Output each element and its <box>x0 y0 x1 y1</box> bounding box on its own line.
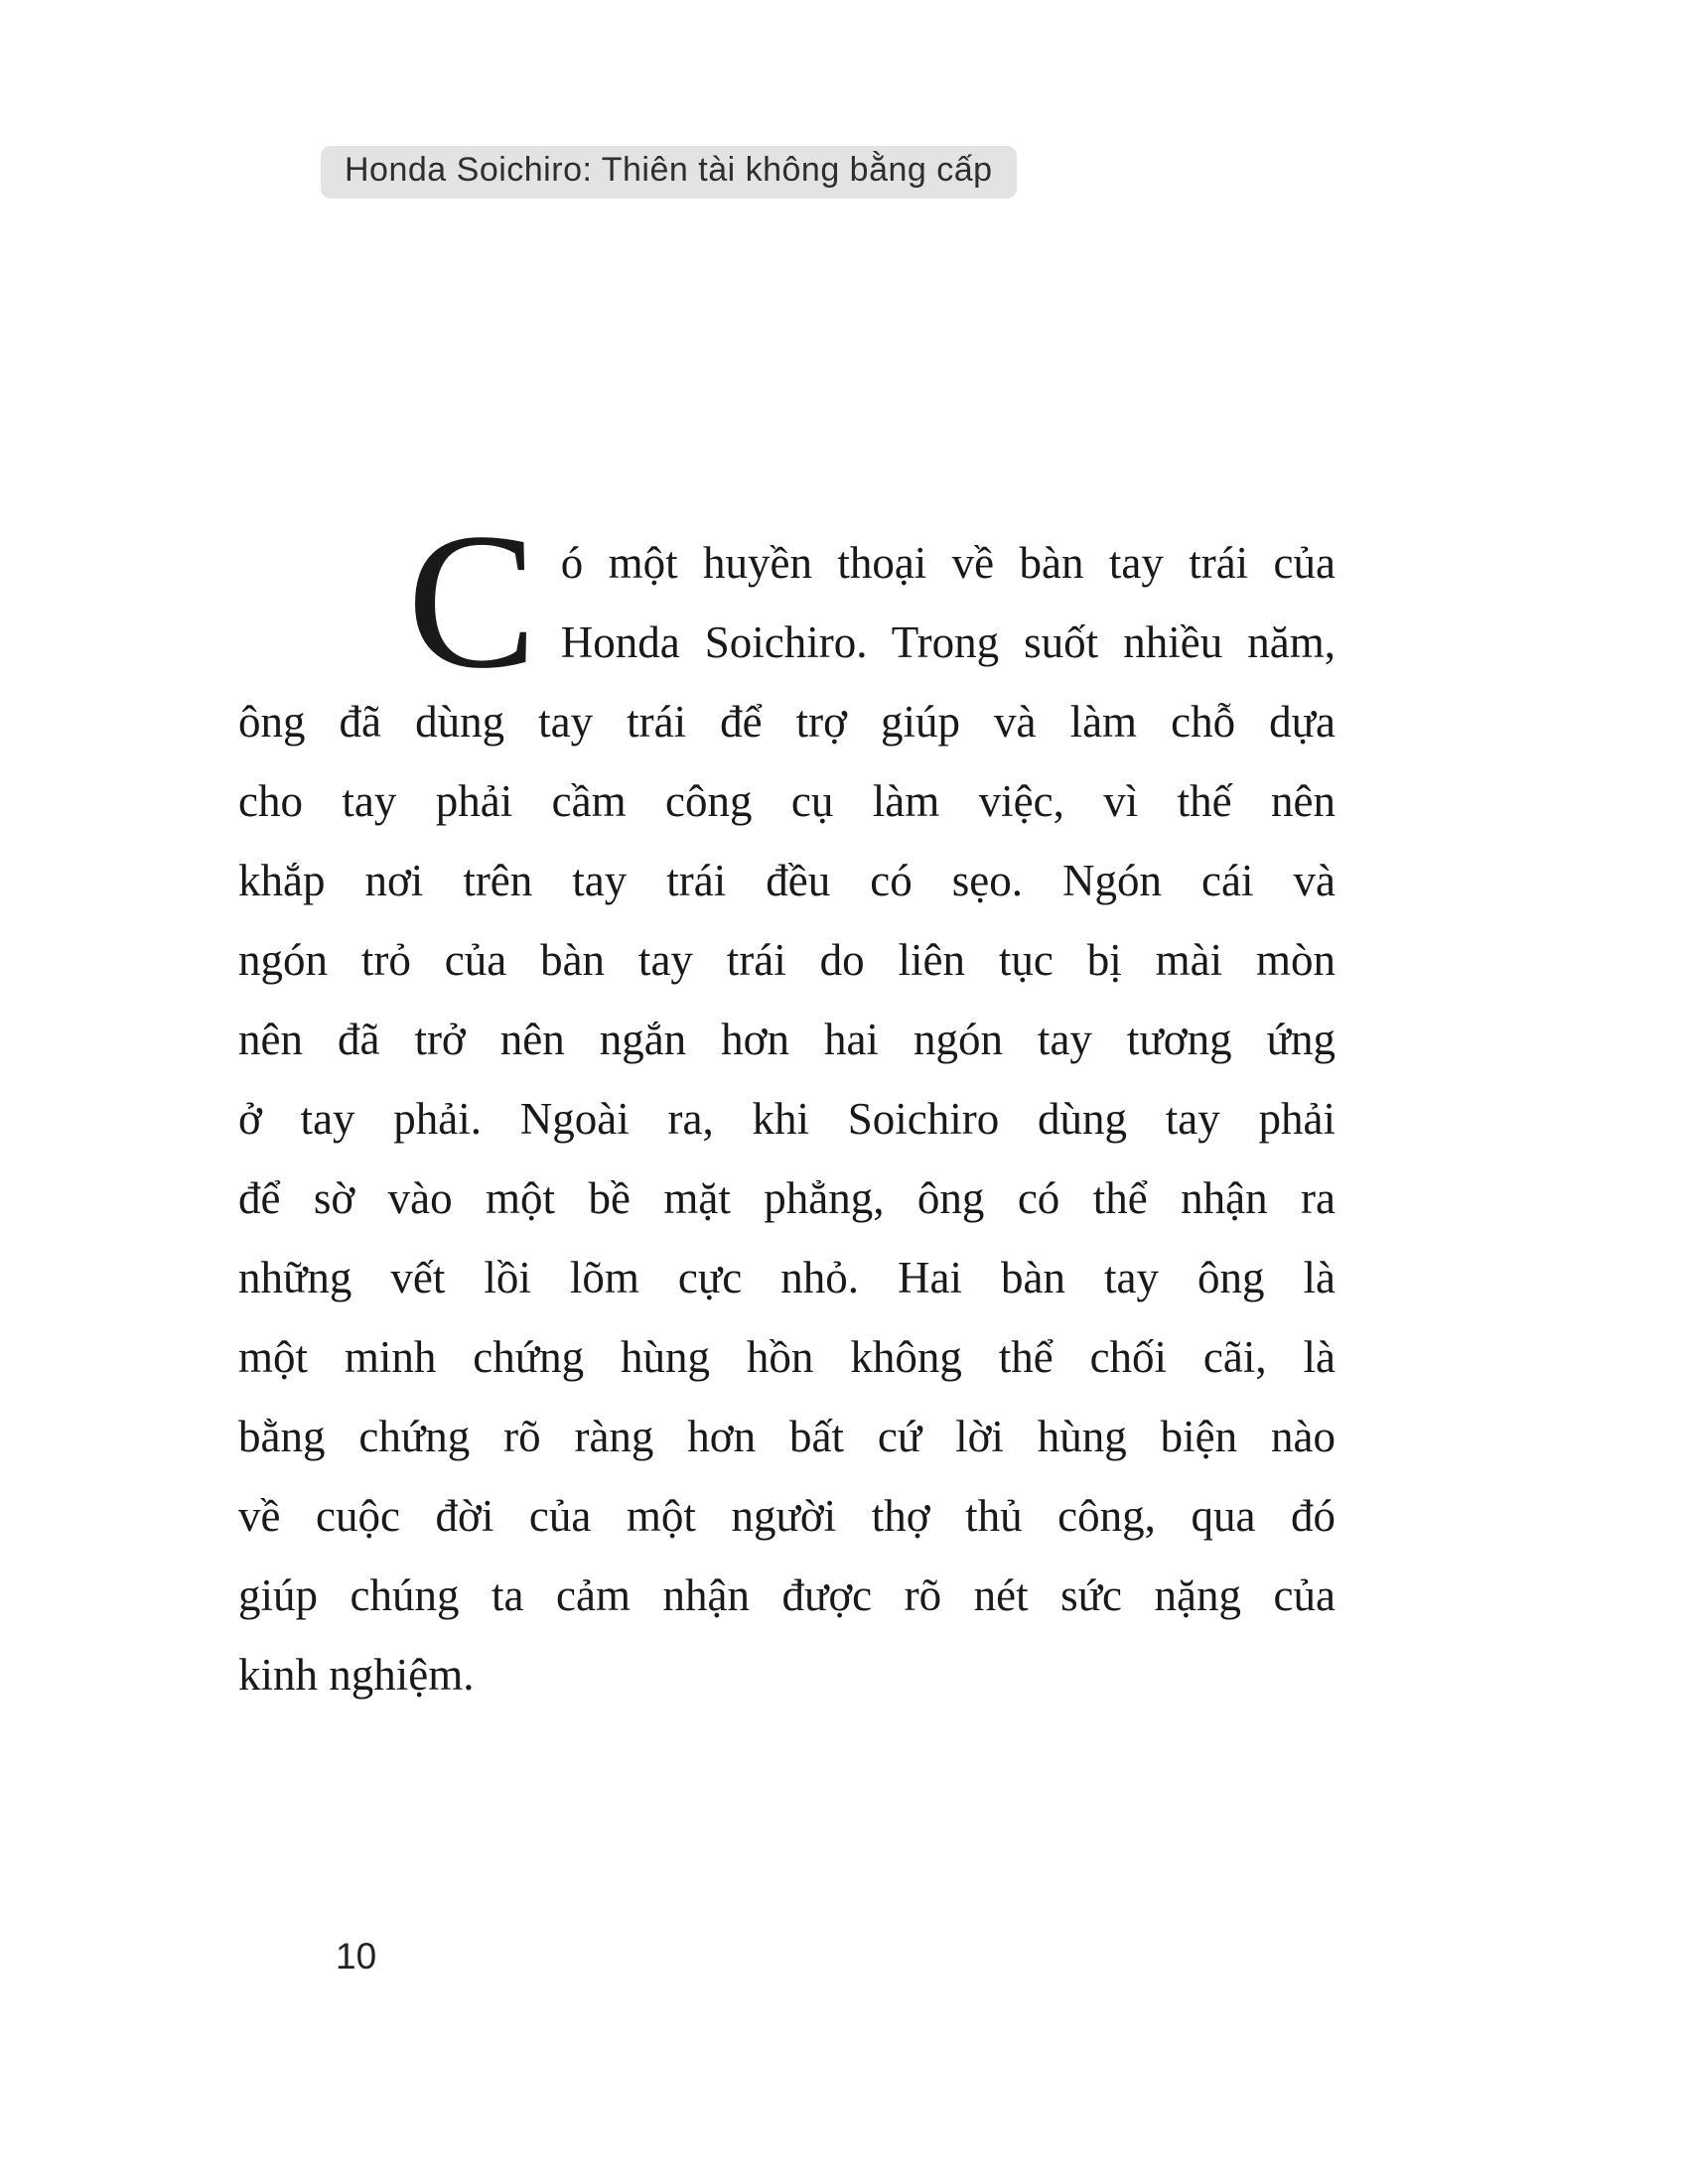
text-line: ở tay phải. Ngoài ra, khi Soichiro dùng tay phải <box>238 1094 1336 1144</box>
text-line: giúp chúng ta cảm nhận được rõ nét sức nặng của <box>238 1570 1336 1620</box>
text-line: ó một huyền thoại về bàn tay trái của <box>560 538 1336 588</box>
text-line: kinh nghiệm. <box>238 1650 475 1700</box>
text-line: để sờ vào một bề mặt phẳng, ông có thể nhận ra <box>238 1173 1336 1223</box>
text-line: bằng chứng rõ ràng hơn bất cứ lời hùng biện nào <box>238 1412 1336 1461</box>
text-line: ngón trỏ của bàn tay trái do liên tục bị mài mòn <box>238 935 1336 985</box>
text-line: cho tay phải cầm công cụ làm việc, vì thế nên <box>238 776 1336 826</box>
running-header-title: Honda Soichiro: Thiên tài không bằng cấp <box>345 151 993 189</box>
body-paragraph <box>238 493 1336 1714</box>
text-line: về cuộc đời của một người thợ thủ công, qua đó <box>238 1491 1336 1541</box>
text-line: khắp nơi trên tay trái đều có sẹo. Ngón cái và <box>238 856 1336 905</box>
text-line: nên đã trở nên ngắn hơn hai ngón tay tương ứng <box>238 1015 1336 1064</box>
drop-cap: C <box>407 493 537 709</box>
page-number: 10 <box>336 1936 377 1977</box>
text-line: Honda Soichiro. Trong suốt nhiều năm, <box>560 617 1336 667</box>
text-line: một minh chứng hùng hồn không thể chối cãi, là <box>238 1332 1336 1382</box>
running-header <box>321 146 1017 199</box>
text-line: những vết lồi lõm cực nhỏ. Hai bàn tay ông là <box>238 1253 1336 1302</box>
text-line: ông đã dùng tay trái để trợ giúp và làm chỗ dựa <box>238 697 1336 747</box>
